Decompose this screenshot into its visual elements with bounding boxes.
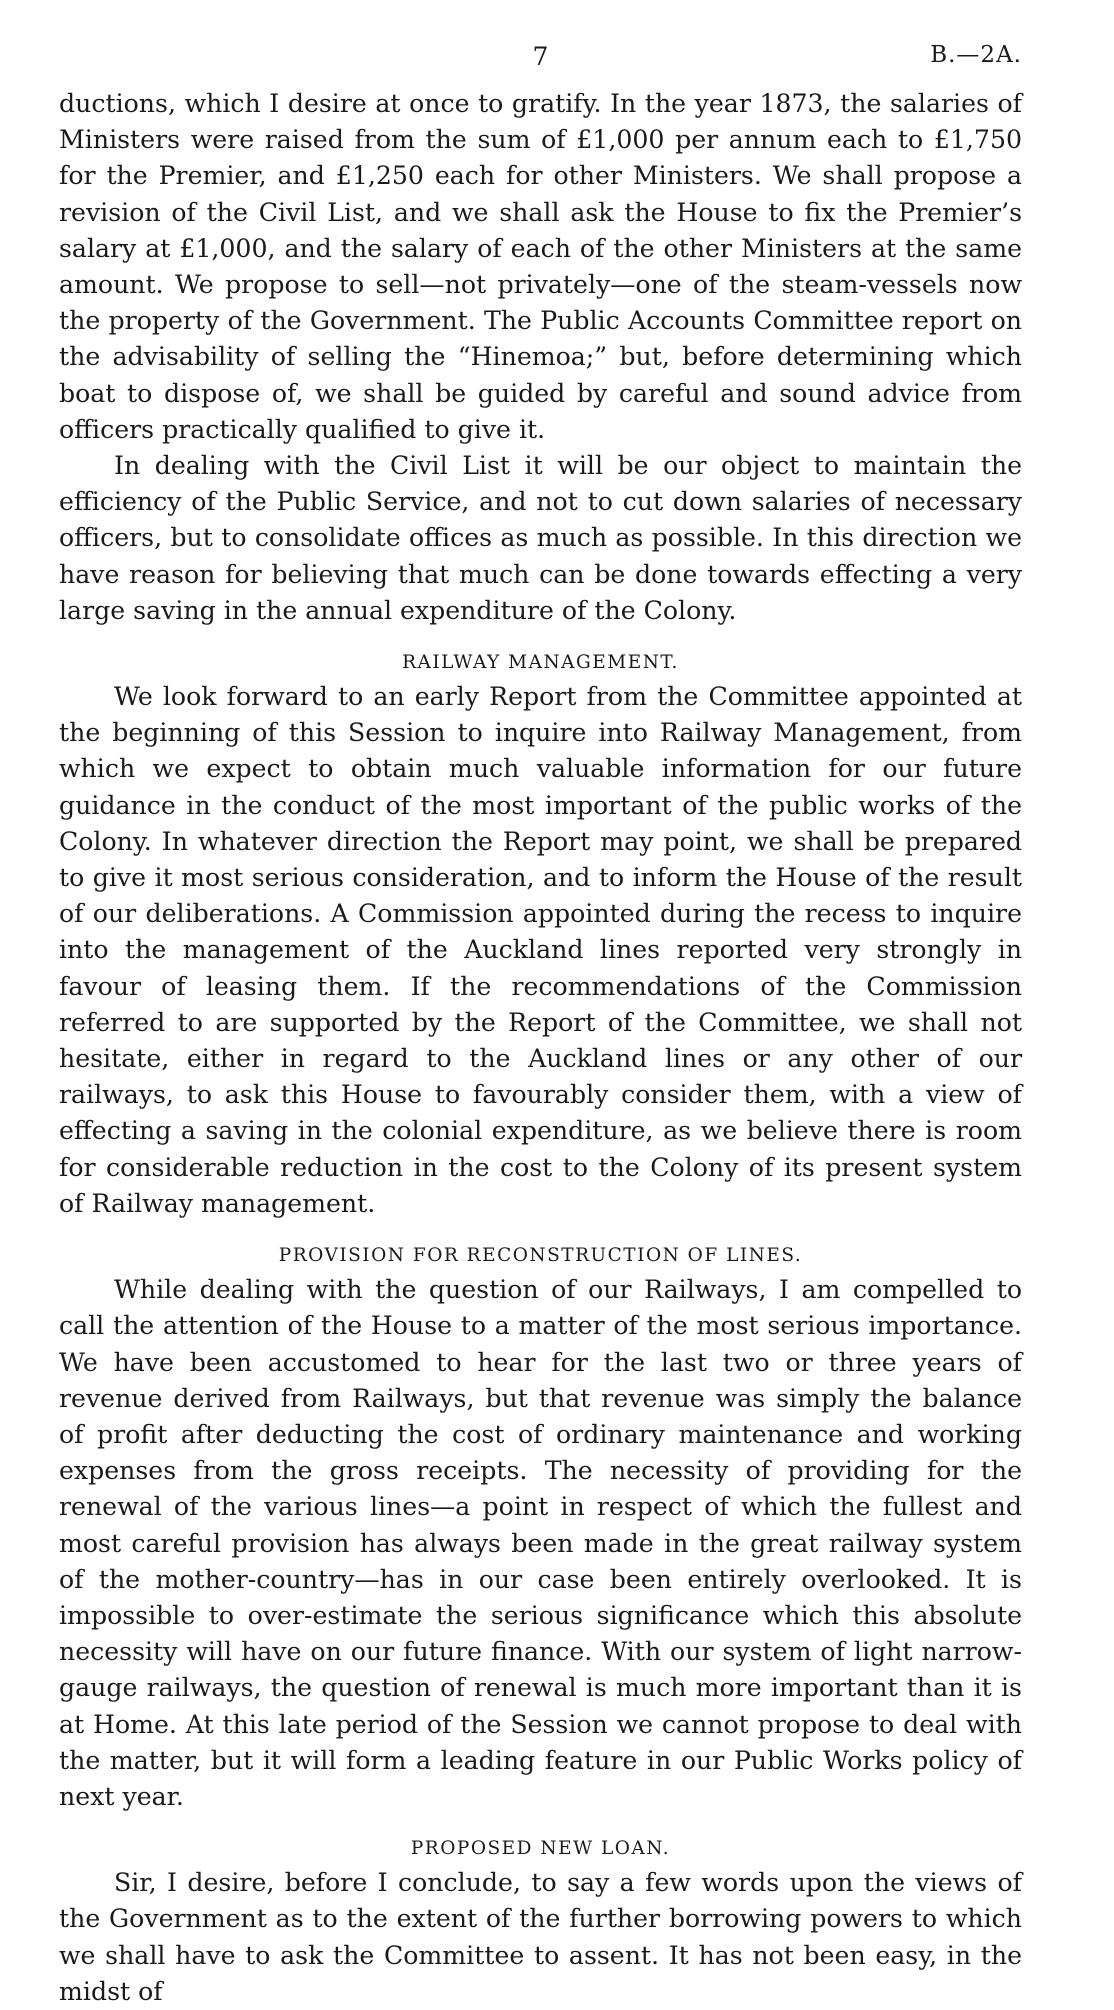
section-railway-management xyxy=(59,649,1022,1222)
section-proposed-new-loan xyxy=(59,1835,1022,2010)
section-heading: PROPOSED NEW LOAN. xyxy=(410,1838,671,1860)
paragraph: Sir, I desire, before I conclude, to say a few words upon the views of the Government as to the extent of the further borrowing powers to which we shall have to ask the Committee to assent. It has not been easy, in the midst of xyxy=(59,1868,1022,2006)
document-page xyxy=(59,38,1022,2010)
paragraph: ductions, which I desire at once to gratify. In the year 1873, the salaries of Ministers were raised from the sum of £1,000 per annum each to £1,750 for the Premier, and £1,250 each for other Ministers. We shall propose a revision of the Civil List, and we shall ask the House to fix the Premier’s salary at £1,000, and the salary of each of the other Ministers at the same amount. We propose to sell—not privately—one of the steam-vessels now the property of the Government. The Public Accounts Committee report on the advisability of selling the “Hinemoa;” but, before determining which boat to dispose of, we shall be guided by careful and sound advice from officers practically qualified to give it. xyxy=(59,89,1022,444)
section-reconstruction-of-lines xyxy=(59,1242,1022,1815)
paragraph: While dealing with the question of our Railways, I am compelled to call the attention of the House to a matter of the most serious importance. We have been accustomed to hear for the last two or three years of revenue derived from Railways, but that revenue was simply the balance of profit after deducting the cost of ordinary maintenance and working expenses from the gross receipts. The necessity of providing for the renewal of the various lines—a point in respect of which the fullest and most careful provision has always been made in the great railway system of the mother-country—has in our case been entirely overlooked. It is impossible to over-estimate the serious significance which this absolute necessity will have on our future finance. With our system of light narrow-gauge railways, the question of renewal is much more important than it is at Home. At this late period of the Session we cannot propose to deal with the matter, but it will form a leading feature in our Public Works policy of next year. xyxy=(59,1275,1022,1811)
paragraph: We look forward to an early Report from the Committee appointed at the beginning of this Session to inquire into Railway Management, from which we expect to obtain much valuable information for our future guidance in the conduct of the most important of the public works of the Colony. In whatever direction the Report may point, we shall be prepared to give it most serious consideration, and to inform the House of the result of our deliberations. A Commission appointed during the recess to inquire into the management of the Auckland lines reported very strongly in favour of leasing them. If the recommendations of the Commission referred to are supported by the Report of the Committee, we shall not hesitate, either in regard to the Auckland lines or any other of our railways, to ask this House to favourably consider them, with a view of effecting a saving in the colonial expenditure, as we believe there is room for considerable reduction in the cost to the Colony of its present system of Railway management. xyxy=(59,682,1022,1218)
section-heading: PROVISION FOR RECONSTRUCTION OF LINES. xyxy=(278,1245,803,1267)
page-number: 7 xyxy=(532,42,549,71)
paragraph: In dealing with the Civil List it will be our object to maintain the efficiency of the Public Service, and not to cut down salaries of necessary officers, but to consolidate offices as much as possible. In this direction we have reason for believing that much can be done towards effecting a very large saving in the annual expenditure of the Colony. xyxy=(59,451,1022,625)
page-header xyxy=(59,38,1022,86)
section-civil-list xyxy=(59,86,1022,629)
section-heading: RAILWAY MANAGEMENT. xyxy=(402,652,679,674)
document-reference: B.—2A. xyxy=(930,42,1022,68)
